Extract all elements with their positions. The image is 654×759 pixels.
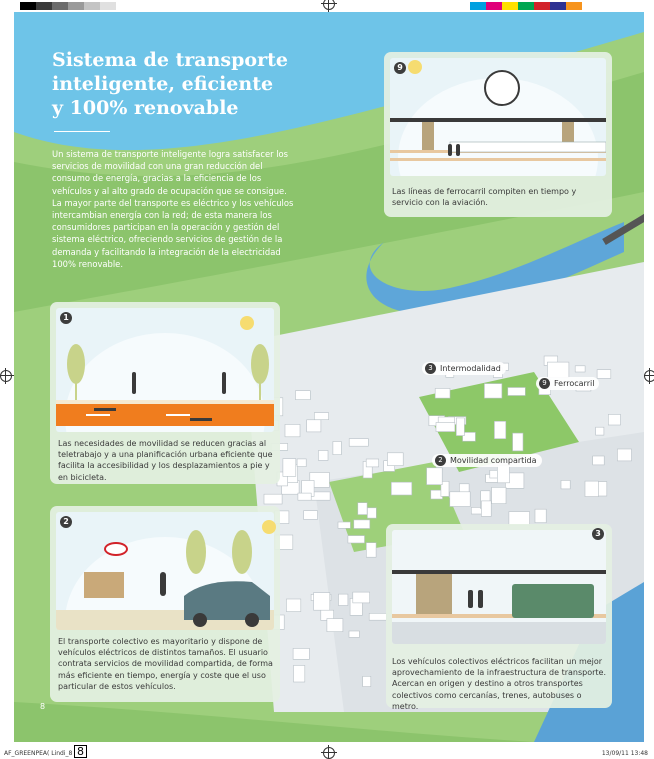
panel-number-badge: 9 bbox=[394, 62, 406, 74]
map-label-text: Ferrocarril bbox=[554, 379, 595, 388]
map-label-movilidad-compartida bbox=[432, 454, 542, 467]
person-icon bbox=[456, 144, 460, 156]
intro-paragraph: Un sistema de transporte inteligente logra satisfacer los servicios de movilidad con una gran reducción del consumo de energía, gracias a la eficiencia de los vehículos y al alto grado de ocupación que se consigue. La mayor parte del transporte es eléctrico y los vehículos intercambian energía con la red; de esta manera los consumidores participan en la operación y gestión del sistema eléctrico, ofreciendo servicios de gestión de la demanda y facilitando la integración de la electricidad 100% renovable. bbox=[52, 149, 294, 269]
color-swatch bbox=[566, 2, 582, 10]
electric-vehicles-illustration bbox=[392, 530, 606, 644]
color-bar-right bbox=[470, 2, 582, 10]
panel-caption: Los vehículos colectivos eléctricos facilitan un mejor aprovechamiento de la infraestructura de transporte. Acercan en origen y destino a otros transportes colectivos como cercanías, trenes, autobuses o metro. bbox=[392, 657, 607, 711]
pedestrian-icon bbox=[132, 372, 136, 394]
shared-transport-illustration bbox=[56, 512, 274, 630]
registration-mark-left bbox=[0, 370, 12, 382]
metro-sign-icon bbox=[104, 542, 128, 556]
color-swatch bbox=[36, 2, 52, 10]
color-swatch bbox=[470, 2, 486, 10]
panel-shared-transport bbox=[50, 506, 280, 702]
title-line-2: inteligente, eficiente bbox=[52, 73, 274, 95]
shared-transport-scene bbox=[56, 512, 274, 630]
map-label-number: 9 bbox=[539, 378, 550, 389]
map-label-text: Movilidad compartida bbox=[450, 456, 537, 465]
electric-vehicles-scene bbox=[392, 530, 606, 644]
slug-right-text: 13/09/11 13:48 bbox=[601, 750, 648, 757]
slug-right bbox=[602, 750, 648, 757]
page-title bbox=[52, 48, 312, 120]
panel-number-badge: 3 bbox=[592, 528, 604, 540]
registration-mark-top bbox=[323, 0, 335, 10]
color-swatch bbox=[486, 2, 502, 10]
color-swatch bbox=[52, 2, 68, 10]
color-swatch bbox=[550, 2, 566, 10]
panel-railway bbox=[384, 52, 612, 217]
title-line-1: Sistema de transporte bbox=[52, 49, 288, 71]
color-swatch bbox=[534, 2, 550, 10]
sun-icon bbox=[262, 520, 276, 534]
title-line-3: y 100% renovable bbox=[52, 97, 239, 119]
pedestrian-icon bbox=[222, 372, 226, 394]
map-label-intermodalidad bbox=[422, 362, 506, 375]
color-swatch bbox=[84, 2, 100, 10]
pedestrian-icon bbox=[160, 572, 166, 596]
color-swatch bbox=[518, 2, 534, 10]
map-label-ferrocarril bbox=[536, 377, 599, 390]
slug-left-text: AF_GREENPEA( Lindi_8 bbox=[4, 750, 73, 757]
panel-mobility bbox=[50, 302, 280, 484]
map-label-text: Intermodalidad bbox=[440, 364, 501, 373]
panel-number-badge: 1 bbox=[60, 312, 72, 324]
slug-left bbox=[4, 750, 72, 757]
illustration-artboard bbox=[14, 12, 644, 742]
registration-mark-right bbox=[644, 370, 654, 382]
panel-number-badge: 2 bbox=[60, 516, 72, 528]
page-number: 8 bbox=[40, 702, 46, 711]
color-swatch bbox=[100, 2, 116, 10]
panel-caption: El transporte colectivo es mayoritario y dispone de vehículos eléctricos de distintos tamaños. El usuario contrata servicios de movilidad compartida, de forma más eficiente en tiempo, energía y coste que el uso particular de estos vehículos. bbox=[58, 637, 273, 691]
person-icon bbox=[478, 590, 483, 608]
panel-electric-vehicles bbox=[386, 524, 612, 711]
sun-icon bbox=[240, 316, 254, 330]
page-marker: 8 bbox=[74, 745, 87, 758]
color-bar-left bbox=[20, 2, 116, 10]
map-label-number: 2 bbox=[435, 455, 446, 466]
color-swatch bbox=[502, 2, 518, 10]
panel-caption: Las líneas de ferrocarril compiten en tiempo y servicio con la aviación. bbox=[392, 187, 577, 208]
registration-mark-bottom bbox=[323, 747, 335, 759]
cyclist-icon bbox=[94, 392, 116, 411]
color-swatch bbox=[20, 2, 36, 10]
title-divider bbox=[54, 131, 110, 132]
stopwatch-icon bbox=[484, 70, 520, 106]
sun-icon bbox=[408, 60, 422, 74]
cyclist-icon bbox=[190, 402, 212, 421]
map-label-number: 3 bbox=[425, 363, 436, 374]
person-icon bbox=[448, 144, 452, 156]
color-swatch bbox=[68, 2, 84, 10]
person-icon bbox=[468, 590, 473, 608]
panel-caption: Las necesidades de movilidad se reducen gracias al teletrabajo y a una planificación urbana eficiente que facilita la accesibilidad y los desplazamientos a pie y en bicicleta. bbox=[58, 439, 273, 482]
